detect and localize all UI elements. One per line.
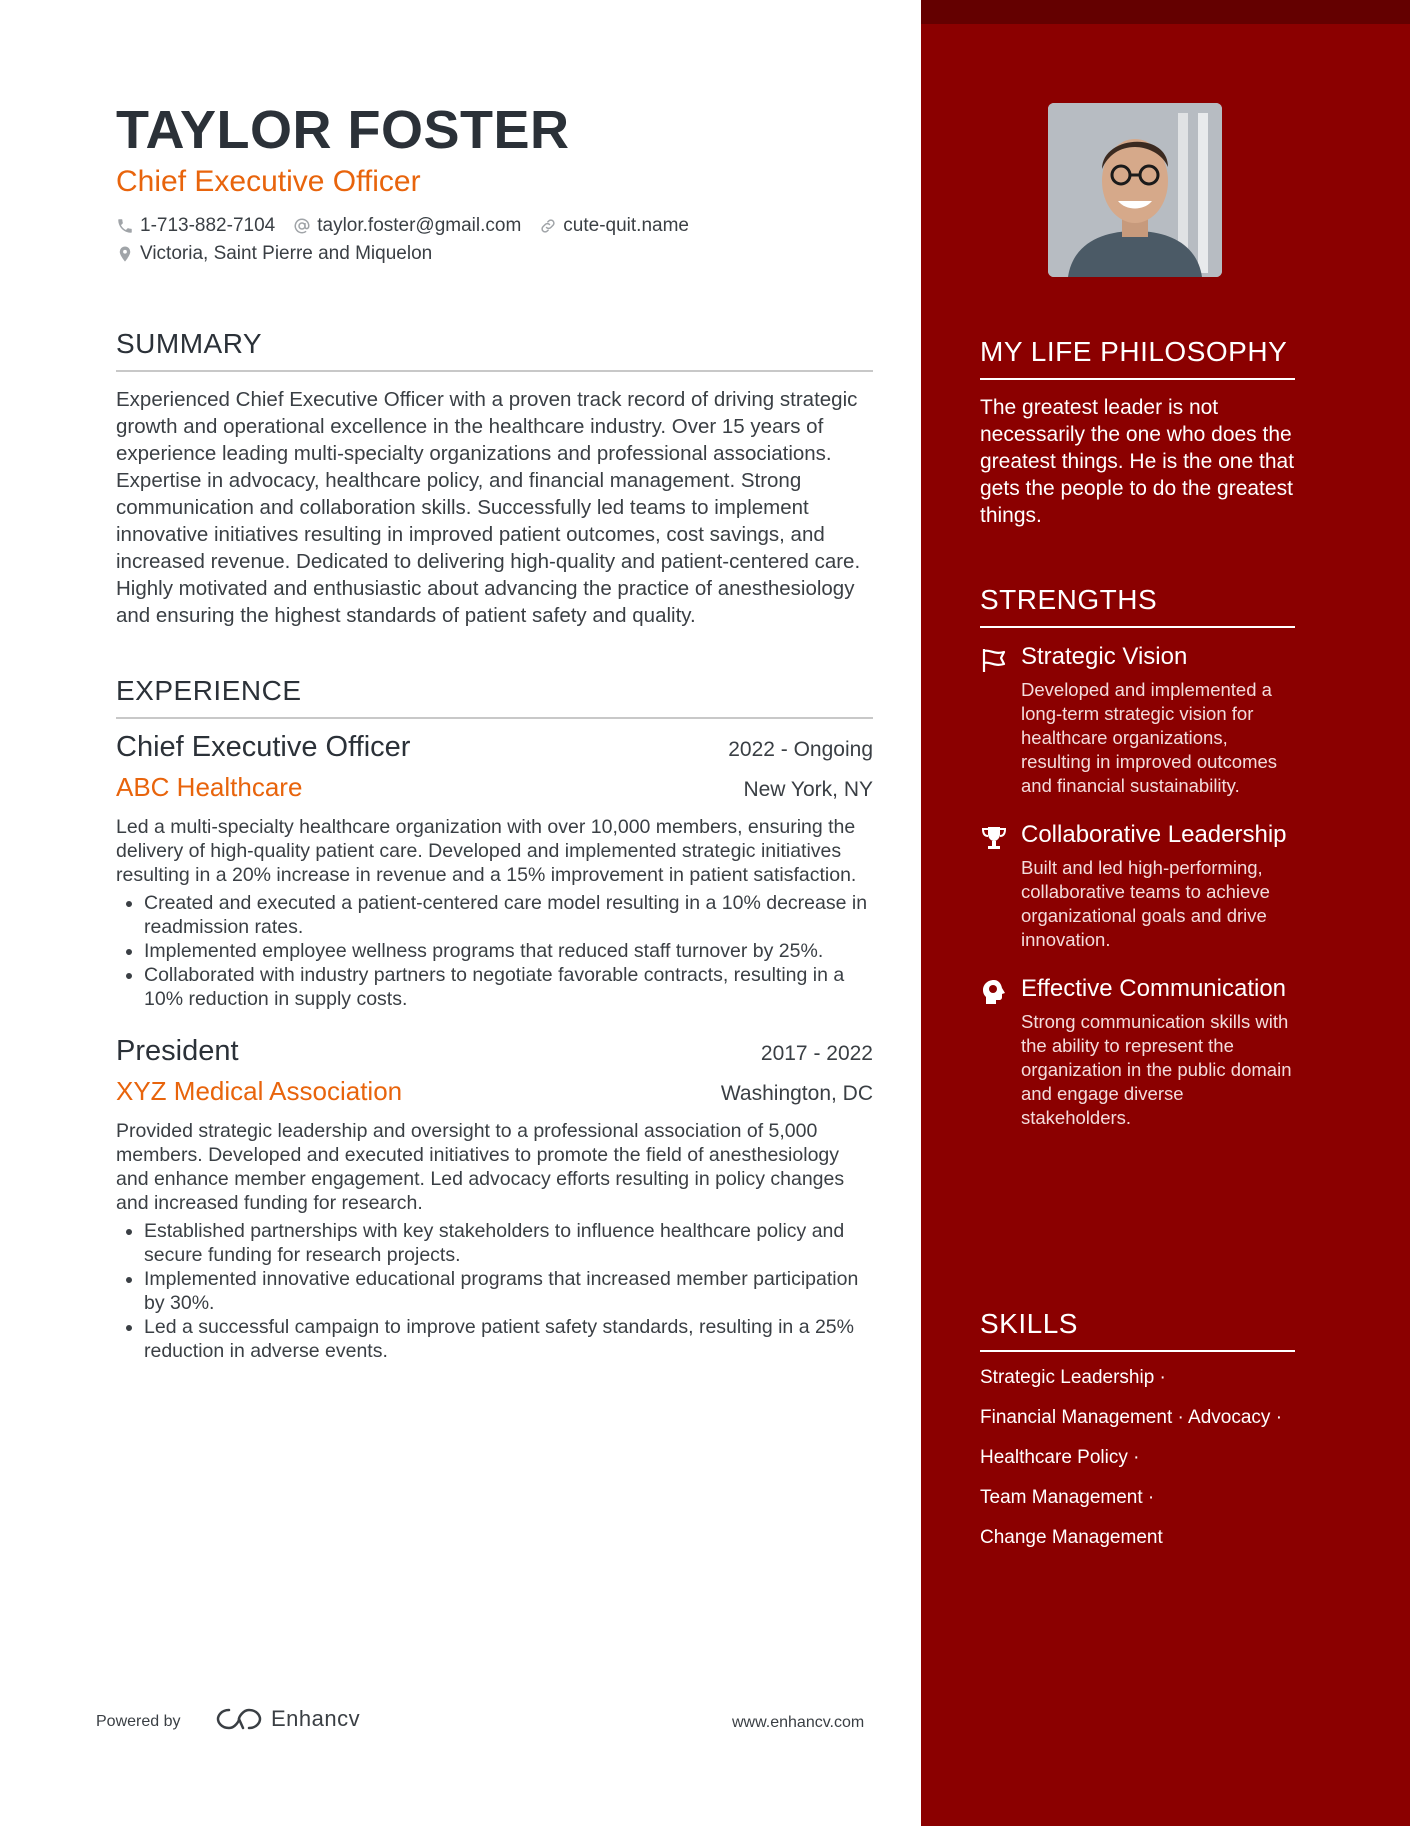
job-achievements xyxy=(116,891,873,1011)
candidate-name: TAYLOR FOSTER xyxy=(116,100,570,160)
location-pin-icon xyxy=(116,245,134,263)
achievement-item: • Led a successful campaign to improve patient safety standards, resulting in a 25% reduction in adverse events. xyxy=(144,1315,873,1363)
phone-contact[interactable] xyxy=(116,215,275,237)
flag-icon xyxy=(980,646,1008,674)
enhancv-brand-name: Enhancv xyxy=(271,1706,361,1731)
location-contact xyxy=(116,243,432,265)
summary-heading: SUMMARY xyxy=(116,328,263,359)
achievement-item: • Established partnerships with key stakeholders to influence healthcare policy and secure funding for research projects. xyxy=(144,1219,873,1267)
website-contact[interactable] xyxy=(539,215,689,237)
experience-divider xyxy=(116,717,873,719)
job-title: President xyxy=(116,1035,239,1067)
skills-divider xyxy=(980,1350,1295,1352)
candidate-title: Chief Executive Officer xyxy=(116,165,421,198)
job-description: Led a multi-specialty healthcare organization with over 10,000 members, ensuring the delivery of high-quality patient care. Developed and implemented strategic initiatives resulting in a 20% increase in revenue and a 15% improvement in patient satisfaction. xyxy=(116,816,857,886)
experience-section xyxy=(116,673,873,1363)
philosophy-text: The greatest leader is not necessarily the one who does the greatest things. He is the one that gets the people to do the greatest things. xyxy=(980,396,1295,527)
skill-item: Team Management · xyxy=(980,1487,1155,1508)
sidebar-top-band xyxy=(921,0,1410,24)
strength-description: Strong communication skills with the ability to represent the organization in the public domain and engage diverse stakeholders. xyxy=(1021,1011,1292,1128)
strength-title: Effective Communication xyxy=(1021,975,1287,1002)
job-dates: 2022 - Ongoing xyxy=(728,738,873,761)
main-column xyxy=(116,98,873,1363)
strength-title: Collaborative Leadership xyxy=(1021,821,1287,848)
skills-heading: SKILLS xyxy=(980,1308,1078,1339)
strength-item xyxy=(980,974,1295,1130)
job-achievements xyxy=(116,1219,873,1363)
achievement-item: • Implemented innovative educational programs that increased member participation by 30%. xyxy=(144,1267,873,1315)
strength-description: Developed and implemented a long-term strategic vision for healthcare organizations, resulting in improved outcomes and financial sustainability. xyxy=(1021,679,1278,796)
at-icon xyxy=(293,217,311,235)
philosophy-divider xyxy=(980,378,1295,380)
trophy-icon xyxy=(980,824,1008,852)
link-icon xyxy=(539,217,557,235)
job-entry xyxy=(116,1031,873,1363)
achievement-item: • Created and executed a patient-centered care model resulting in a 10% decrease in readmission rates. xyxy=(144,891,873,939)
website-url: cute-quit.name xyxy=(563,215,689,236)
skill-item: Strategic Leadership · xyxy=(980,1367,1166,1388)
summary-divider xyxy=(116,370,873,372)
skill-item: Financial Management · Advocacy · xyxy=(980,1407,1283,1428)
skills-section xyxy=(980,1306,1295,1558)
enhancv-logo[interactable] xyxy=(215,1704,360,1734)
strength-title: Strategic Vision xyxy=(1021,643,1188,670)
job-title: Chief Executive Officer xyxy=(116,731,411,763)
phone-number: 1-713-882-7104 xyxy=(140,215,276,236)
job-dates: 2017 - 2022 xyxy=(760,1042,873,1065)
strengths-heading: STRENGTHS xyxy=(980,584,1158,615)
powered-by-label: Powered by xyxy=(96,1713,181,1730)
strength-item xyxy=(980,642,1295,798)
head-icon xyxy=(980,978,1008,1006)
location-text: Victoria, Saint Pierre and Miquelon xyxy=(140,243,433,264)
job-location: Washington, DC xyxy=(720,1082,873,1105)
achievement-item: • Collaborated with industry partners to negotiate favorable contracts, resulting in a 10% reduction in supply costs. xyxy=(144,963,873,1011)
email-address: taylor.foster@gmail.com xyxy=(317,215,522,236)
strengths-divider xyxy=(980,626,1295,628)
job-description: Provided strategic leadership and oversight to a professional association of 5,000 members. Developed and executed initiatives to promote the field of anesthesiology and enhance member engagement. Led advocacy efforts resulting in policy changes and increased funding for research. xyxy=(116,1120,845,1214)
experience-heading: EXPERIENCE xyxy=(116,675,302,706)
job-location: New York, NY xyxy=(743,778,873,801)
philosophy-section xyxy=(980,334,1295,529)
achievement-item: • Implemented employee wellness programs that reduced staff turnover by 25%. xyxy=(144,939,873,963)
strength-item xyxy=(980,820,1295,952)
strengths-section xyxy=(980,582,1295,1152)
contact-info xyxy=(116,212,873,268)
summary-section xyxy=(116,326,873,629)
enhancv-mark-icon xyxy=(215,1704,263,1734)
skill-item: Healthcare Policy · xyxy=(980,1447,1140,1468)
skill-item: Change Management xyxy=(980,1527,1163,1548)
portrait-illustration xyxy=(1048,103,1222,277)
job-company: XYZ Medical Association xyxy=(116,1076,403,1106)
footer-url[interactable]: www.enhancv.com xyxy=(732,1714,865,1731)
profile-photo xyxy=(1048,103,1222,277)
philosophy-heading: MY LIFE PHILOSOPHY xyxy=(980,336,1288,367)
email-contact[interactable] xyxy=(293,215,521,237)
summary-text: Experienced Chief Executive Officer with a proven track record of driving strategic growth and operational excellence in the healthcare industry. Over 15 years of experience leading multi-specialty organizations and professional associations. Expertise in advocacy, healthcare policy, and financial management. Strong communication and collaboration skills. Successfully led teams to implement innovative initiatives resulting in improved patient outcomes, cost savings, and increased revenue. Dedicated to delivering high-quality and patient-centered care. Highly motivated and enthusiastic about advancing the practice of anesthesiology and ensuring the highest standards of patient safety and quality. xyxy=(116,388,861,627)
phone-icon xyxy=(116,217,134,235)
strength-description: Built and led high-performing, collaborative teams to achieve organizational goals and drive innovation. xyxy=(1021,857,1270,950)
job-company: ABC Healthcare xyxy=(116,772,303,802)
job-entry xyxy=(116,727,873,1011)
